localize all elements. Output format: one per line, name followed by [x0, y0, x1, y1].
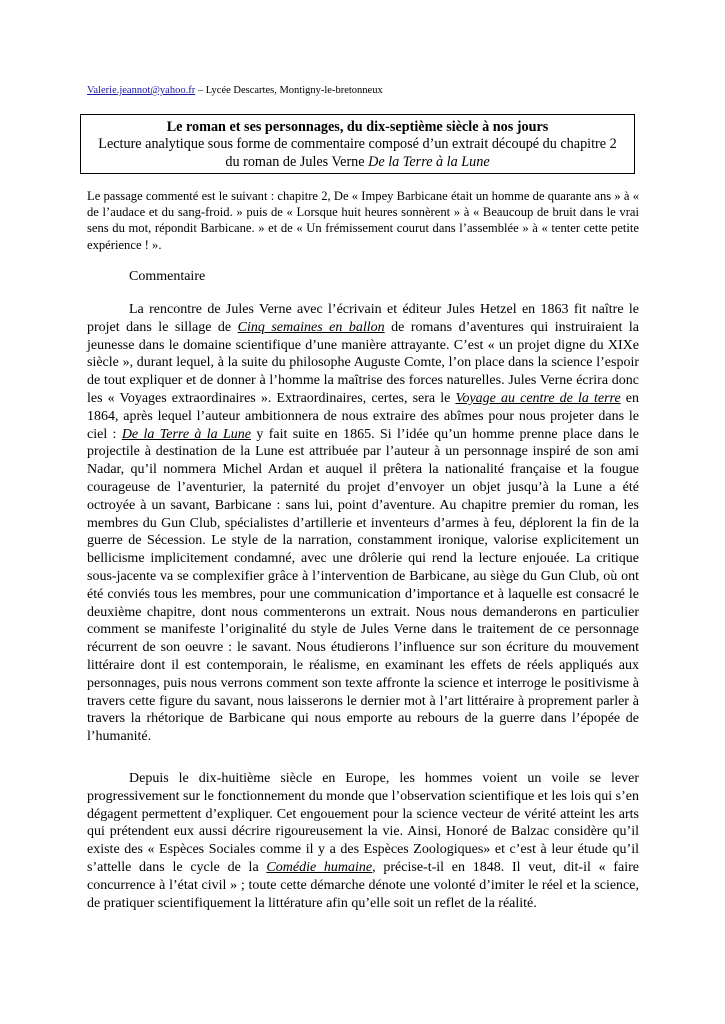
book-title-link: Voyage au centre de la terre [455, 390, 621, 406]
header-line [87, 84, 383, 98]
commentary-paragraph-2 [87, 770, 639, 912]
intro-paragraph: Le passage commenté est le suivant : chapitre 2, De « Impey Barbicane était un homme de quarante ans » à « de l’audace et du sang-froid. » puis de « Lorsque huit heures sonnèrent » à « Beaucoup de bruit dans le vrai sens du mot, répondit Barbicane. » et de « Un frémissement courut dans l’assemblée » à « tenter cette petite expérience ! ». [87, 189, 639, 252]
p2-text-2: , précise-t-il en 1848. Il veut, dit-il « faire concurrence à l’état civil » ; toute cette démarche dénote une volonté d’imiter le réel et la science, de pratiquer scientifiquement la littérature afin qu’elle soit un reflet de la réalité. [87, 859, 639, 911]
document-subtitle-line2 [81, 154, 634, 171]
p2-text-1: Depuis le dix-huitième siècle en Europe, les hommes voient un voile se lever progressivement sur le fonctionnement du monde que l’observation scientifique et les lois qui s’en dégagent permettent d’expliquer. Cet engouement pour la science vecteur de vérité atteint les arts qui prétendent eux aussi décrire rigoureusement la vie. Ainsi, Honoré de Balzac considère qu’il existe des « Espèces Sociales comme il y a des Espèces Zoologiques» et c’est à leur étude qu’il s’attelle dans le cycle de la [87, 771, 639, 875]
commentary-paragraph-1 [87, 301, 639, 746]
email-link[interactable]: Valerie.jeannot@yahoo.fr [87, 85, 196, 96]
book-title-link: Cinq semaines en ballon [237, 319, 385, 335]
document-title: Le roman et ses personnages, du dix-septième siècle à nos jours [166, 119, 549, 135]
book-title-link: Comédie humaine [266, 859, 373, 875]
p1-text-2: de romans d’aventures qui instruiraient la jeunesse dans le domaine scientifique d’une manière attrayante. C’est « un projet digne du XIXe siècle », durant lequel, à la suite du philosophe Auguste Comte, l’on place dans la science l’espoir de tout expliquer et de donner à l’homme la maîtrise des forces naturelles. Jules Verne écrira donc les « Voyages extraordinaires ». Extraordinaires, certes, sera le [87, 319, 639, 406]
p1-text-3: en 1864, après lequel l’auteur ambitionnera de nous extraire des abîmes pour nous projeter dans le ciel : [87, 390, 640, 442]
p1-text-4: y fait suite en 1865. Si l’idée qu’un homme prenne place dans le projectile à destination de la Lune est attribuée par l’auteur à un personnage inspiré de son ami Nadar, qu’il nommera Michel Ardan et auquel il prêtera la nationalité française et la fougue courageuse de l’aventurier, la paternité du projet d’envoyer un objet jusqu’à la Lune a été octroyée à un savant, Barbicane : sans lui, point d’aventure. Au chapitre premier du roman, les membres du Gun Club, spécialistes d’artillerie et inventeurs d’armes à feu, déplorent la fin de la guerre de Sécession. Le style de la narration, constamment ironique, valorise explicitement un bellicisme implicitement condamné, avec une drôlerie qui rend la lecture enjouée. La critique sous-jacente va se complexifier grâce à l’intervention de Barbicane, au siège du Gun Club, où ont été conviés tous les membres, pour une communication d’importance et à laquelle est consacré le deuxième chapitre, dont nous commenterons un extrait. Nous nous demanderons en particulier comment se manifeste l’originalité du style de Jules Verne dans le traitement de ce personnage récurrent de son oeuvre : le savant. Nous étudierons l’influence sur son écriture du mouvement littéraire dont il est contemporain, le réalisme, en examinant les effets de réels appliqués aux personnages, puis nous verrons comment son texte affronte la science et interroge le positivisme à travers cette figure du savant, nous laisserons le dernier mot à l’art littéraire à proprement parler à travers la rhétorique de Barbicane qui nous emporte au rebours de la guerre dans l’épopée de l’humanité. [87, 426, 639, 745]
book-title-italic: De la Terre à la Lune [368, 153, 490, 170]
subtitle-prefix: du roman de Jules Verne [225, 153, 369, 170]
header-affiliation: – Lycée Descartes, Montigny-le-bretonneux [195, 85, 383, 96]
document-subtitle-line1: Lecture analytique sous forme de commentaire composé d’un extrait découpé du chapitre 2 [98, 136, 617, 153]
title-box [80, 114, 635, 174]
p1-text-1: La rencontre de Jules Verne avec l’écrivain et éditeur Jules Hetzel en 1863 fit naître le projet dans le sillage de [87, 302, 639, 335]
book-title-link: De la Terre à la Lune [121, 426, 251, 442]
section-heading: Commentaire [129, 269, 206, 284]
